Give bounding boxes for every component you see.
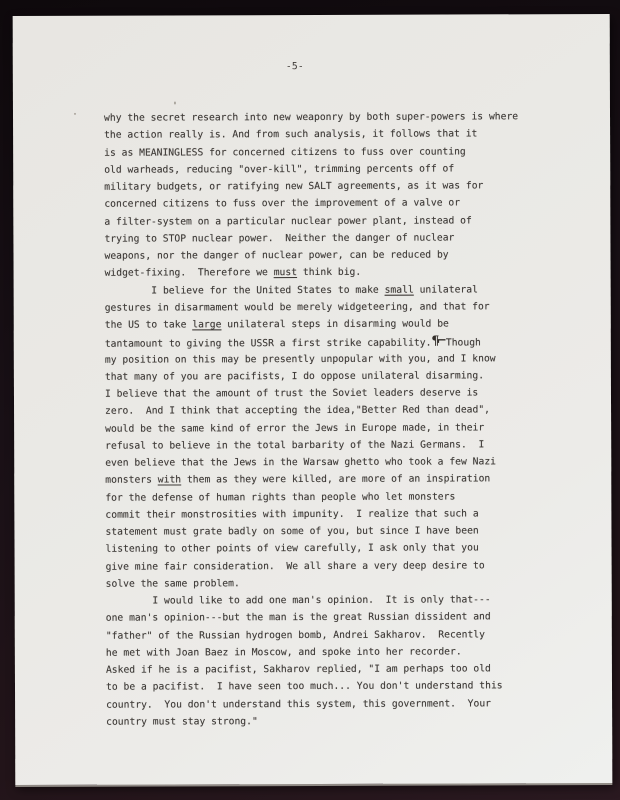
text-segment: commit their monstrosities with impunity. I realize that such a [105, 508, 479, 521]
text-segment: a filter-system on a particular nuclear power plant, instead of [104, 214, 472, 228]
text-line [105, 350, 545, 369]
text-line [106, 660, 546, 679]
text-segment: statement must grate badly on some of you, but since I have been [105, 525, 479, 538]
text-segment: I believe that the amount of trust the Soviet leaders deserve is [104, 387, 479, 400]
text-segment: old warheads, reducing "over-kill", trimming percents off of [104, 163, 455, 176]
underlined-word: large [192, 319, 222, 331]
paper-speck [174, 101, 176, 104]
text-segment: the US to take [104, 319, 193, 331]
text-segment: military budgets, or ratifying new SALT agreements, as it was for [104, 180, 484, 193]
text-line [106, 608, 546, 627]
text-segment: the action really is. And from such analysis, it follows that it [104, 128, 478, 141]
text-line [106, 677, 546, 696]
text-line [104, 194, 544, 213]
document-text [104, 108, 546, 731]
text-segment: trying to STOP nuclear power. Neither the danger of nuclear [104, 232, 455, 245]
text-segment: I would like to add one man's opinion. It is only that--- [105, 594, 491, 607]
text-line [105, 522, 545, 541]
text-segment: concerned citizens to fuss over the improvement of a valve or [104, 197, 461, 210]
text-line [104, 177, 544, 196]
page-number: -5- [285, 61, 304, 73]
text-segment: unilateral [413, 283, 478, 296]
text-segment: my position on this may be presently unpopular with you, and I know [104, 352, 496, 366]
text-segment: country. You don't understand this system, this government. Your [106, 697, 492, 711]
text-line [105, 315, 545, 334]
text-line [106, 574, 546, 593]
underlined-word: small [384, 284, 414, 296]
text-segment: zero. And I think that accepting the idea,"Better Red than dead", [105, 404, 490, 417]
text-line [106, 712, 546, 731]
text-line [105, 332, 545, 351]
text-segment: weapons, nor the danger of nuclear power, can be reduced by [104, 249, 449, 262]
document-page [13, 14, 613, 785]
text-line [105, 488, 545, 507]
text-segment: "father" of the Russian hydrogen bomb, Andrei Sakharov. Recently [105, 628, 485, 642]
text-segment: why the secret research into new weaponry by both super-powers is where [103, 111, 519, 124]
text-line [106, 695, 546, 714]
text-segment: even believe that the Jews in the Warsaw ghetto who took a few Nazi [105, 456, 497, 469]
text-segment: for the defense of human rights than people who let monsters [105, 491, 456, 504]
text-line [104, 108, 544, 127]
underlined-word: must [273, 267, 298, 279]
text-segment: country must stay strong." [106, 715, 258, 728]
text-segment: refusal to believe in the total barbarity of the Nazi Germans. I [105, 439, 485, 452]
text-segment: monsters [105, 474, 158, 486]
text-line [106, 591, 546, 610]
text-line [105, 367, 545, 386]
text-line [105, 281, 545, 300]
text-line [105, 505, 545, 524]
handwritten-paragraph-mark: ¶⌐ [431, 332, 444, 348]
text-line [104, 160, 544, 179]
text-line [105, 401, 545, 420]
text-segment: I believe for the United States to make [104, 284, 385, 297]
text-segment: listening to other points of view carefully, I ask only that you [105, 542, 479, 555]
text-segment: gestures in disarmament would be merely widgeteering, and that for [104, 301, 490, 314]
text-line [105, 419, 545, 438]
text-segment: unilateral steps in disarming would be [221, 318, 449, 331]
text-line [104, 229, 544, 248]
text-segment: give mine fair consideration. We all share a very deep desire to [105, 559, 485, 573]
text-line [104, 143, 544, 162]
text-segment: them as they were killed, are more of an inspiration [181, 473, 491, 486]
text-segment: Asked if he is a pacifist, Sakharov replied, "I am perhaps too old [105, 663, 491, 676]
text-line [104, 125, 544, 144]
text-segment: that many of you are pacifists, I do oppose unilateral disarming. [104, 370, 485, 383]
text-segment: to be a pacifist. I have seen too much... You don't understand this [105, 680, 503, 693]
text-line [106, 626, 546, 645]
text-segment: is as MEANINGLESS for concerned citizens to fuss over counting [104, 145, 466, 159]
text-line [105, 539, 545, 558]
text-line [105, 298, 545, 317]
underlined-word: with [157, 474, 182, 486]
text-segment: would be the same kind of error the Jews in Europe made, in their [105, 421, 485, 435]
text-segment: one man's opinion---but the man is the great Russian dissident and [105, 611, 491, 624]
paper-speck [74, 113, 76, 115]
text-line [106, 557, 546, 576]
text-line [104, 212, 544, 231]
text-segment: widget-fixing. Therefore we [104, 267, 274, 279]
text-segment: solve the same problem. [105, 578, 240, 590]
text-line [105, 470, 545, 489]
text-segment: tantamount to giving the USSR a first strike capability. [104, 337, 432, 350]
text-line [105, 263, 545, 282]
text-line [105, 436, 545, 455]
text-line [105, 453, 545, 472]
text-line [106, 643, 546, 662]
text-segment: Though [445, 337, 481, 349]
text-segment: he met with Joan Baez in Moscow, and spoke into her recorder. [105, 646, 462, 659]
text-line [104, 246, 544, 265]
text-segment: think big. [297, 267, 362, 279]
text-line [105, 384, 545, 403]
